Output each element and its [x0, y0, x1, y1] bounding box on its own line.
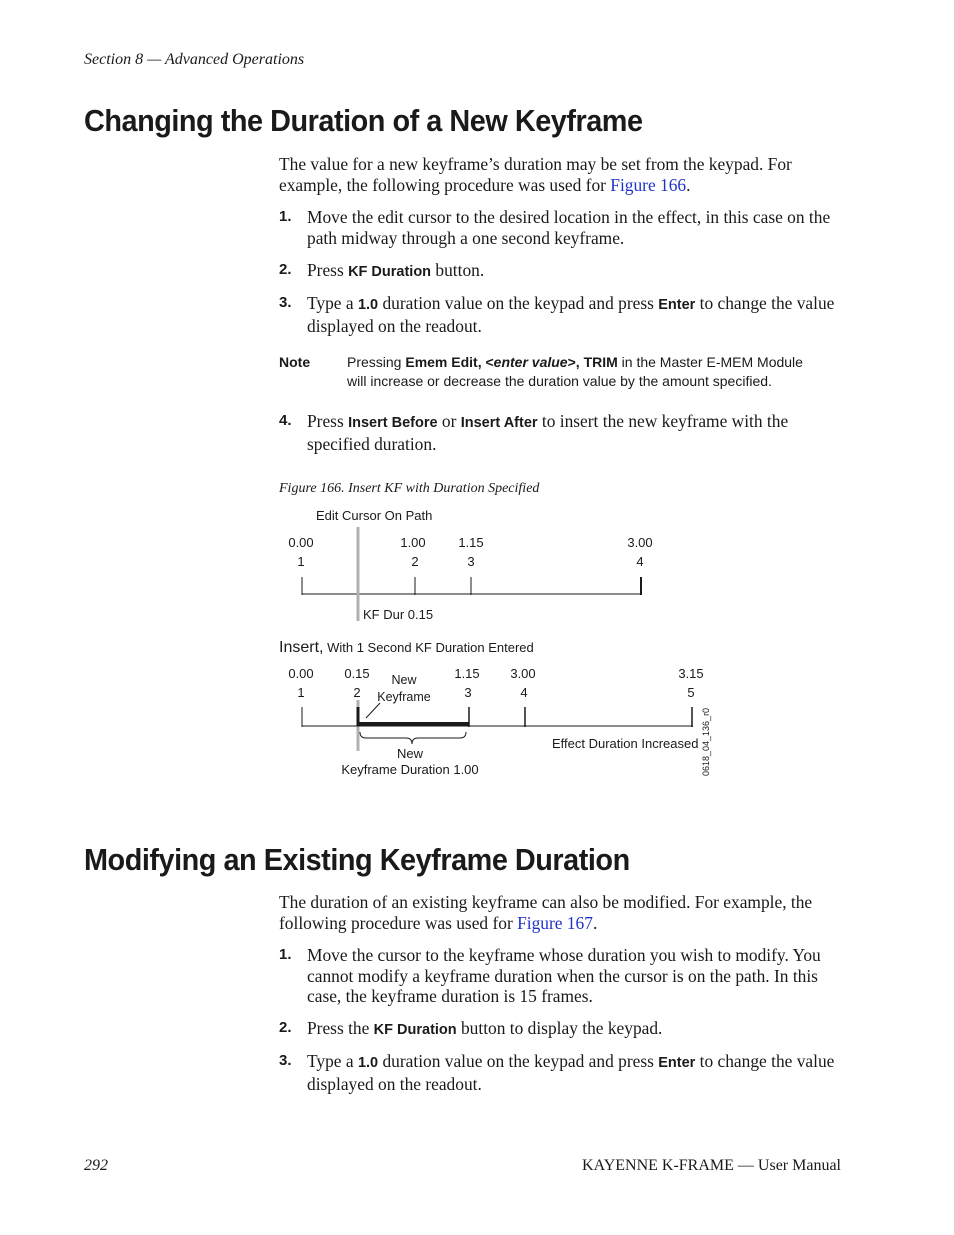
svg-text:0.15: 0.15: [344, 666, 370, 681]
duration-brace: [360, 732, 466, 744]
svg-text:2: 2: [353, 685, 361, 700]
svg-text:3.00: 3.00: [627, 535, 653, 550]
svg-text:4: 4: [520, 685, 528, 700]
note-label: Note: [279, 354, 311, 370]
new-duration-label-1: New: [396, 746, 424, 761]
svg-text:5: 5: [687, 685, 695, 700]
effect-duration-label: Effect Duration Increased: [552, 736, 699, 751]
svg-text:1: 1: [297, 685, 305, 700]
svg-text:4: 4: [636, 554, 644, 569]
figure-166-link[interactable]: Figure 166: [610, 174, 687, 195]
svg-text:3.15: 3.15: [678, 666, 704, 681]
top-timeline: [302, 577, 642, 595]
section-title-new-keyframe: Changing the Duration of a New Keyframe: [84, 103, 643, 138]
new-keyframe-label-2: Keyframe: [377, 690, 431, 704]
keyframe-diagram: [0, 500, 954, 790]
bottom-keyframe-labels: [288, 666, 703, 700]
edit-cursor-label: Edit Cursor On Path: [316, 508, 433, 523]
insert-label: Insert, With 1 Second KF Duration Entered: [279, 639, 534, 656]
svg-text:0.00: 0.00: [288, 535, 314, 550]
new-keyframe-label-1: New: [391, 673, 417, 687]
intro-paragraph-1: The value for a new keyframe’s duration may be set from the keypad. For example, the following procedure was used for Figure 166.: [279, 154, 792, 195]
figure-167-link[interactable]: Figure 167: [517, 912, 593, 933]
svg-text:1.15: 1.15: [454, 666, 480, 681]
svg-text:1: 1: [297, 554, 305, 569]
new-keyframe-pointer: [366, 703, 380, 718]
svg-text:3.00: 3.00: [510, 666, 536, 681]
figure-ref-code: 0618_04_136_r0: [701, 707, 711, 776]
kf-dur-label: KF Dur 0.15: [363, 607, 434, 622]
section-title-existing-keyframe: Modifying an Existing Keyframe Duration: [84, 842, 630, 877]
svg-text:3: 3: [464, 685, 472, 700]
intro-paragraph-2: The duration of an existing keyframe can also be modified. For example, the following procedure was used for Figure 167.: [279, 892, 813, 933]
footer-title: KAYENNE K-FRAME — User Manual: [582, 1157, 841, 1174]
svg-text:1.00: 1.00: [400, 535, 426, 550]
kf-duration-button-ref: KF Duration: [348, 264, 432, 280]
new-duration-label-2: Keyframe Duration 1.00: [341, 762, 479, 777]
page-number: 292: [84, 1157, 108, 1174]
svg-text:1.15: 1.15: [458, 535, 484, 550]
top-keyframe-labels: [288, 535, 652, 569]
running-header: Section 8 — Advanced Operations: [84, 51, 305, 68]
svg-text:0.00: 0.00: [288, 666, 314, 681]
svg-text:2: 2: [411, 554, 419, 569]
svg-text:3: 3: [467, 554, 475, 569]
figure-caption: Figure 166. Insert KF with Duration Specified: [279, 481, 540, 496]
bottom-timeline: [302, 707, 693, 727]
